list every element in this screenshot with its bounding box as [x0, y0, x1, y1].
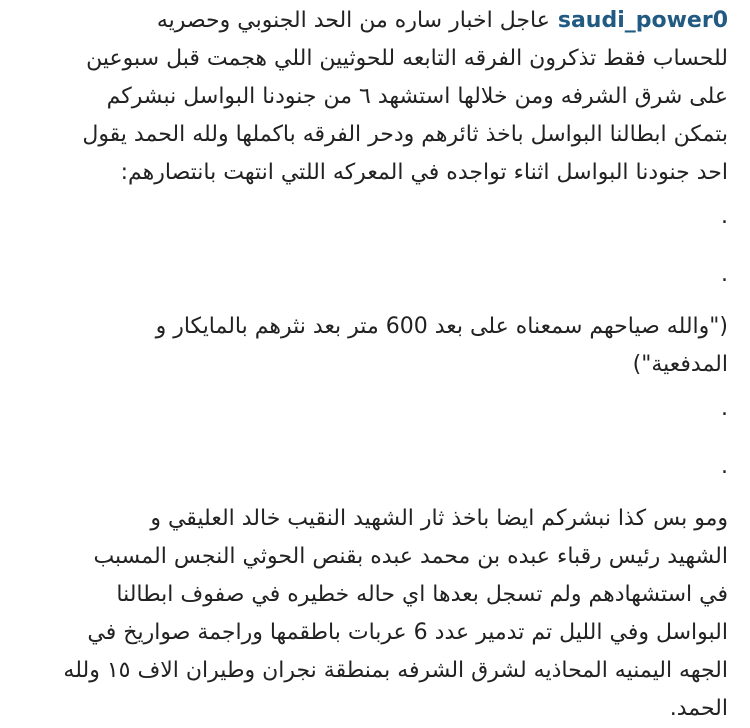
caption-text-line: البواسل وفي الليل تم تدمير عدد 6 عربات باطقمها وراجمة صواريخ في [87, 620, 728, 645]
caption-text-line: في استشهادهم ولم تسجل بعدها اي حاله خطيره في صفوف ابطالنا [116, 582, 728, 607]
quote-line: ("والله صياحهم سمعناه على بعد 600 متر بعد نثرهم بالمايكار و [155, 314, 728, 339]
caption-text-line: عاجل اخبار ساره من الحد الجنوبي وحصريه [156, 8, 550, 33]
caption-text-line: الحمد. [669, 696, 728, 721]
caption-text-line: الشهيد رئيس رقباء عبده بن محمد عبده بقنص الحوثي النجس المسبب [93, 544, 728, 569]
caption-text-line: على شرق الشرفه ومن خلالها استشهد ٦ من جنودنا البواسل نبشركم [106, 84, 728, 109]
username-link[interactable]: saudi_power0 [557, 8, 728, 33]
separator-dot: . [721, 204, 728, 229]
caption-text-line: احد جنودنا البواسل اثناء تواجده في المعركه اللتي انتهت بانتصارهم: [120, 160, 728, 185]
caption-first-line [28, 2, 728, 40]
caption-text-line: للحساب فقط تذكرون الفرقه التابعه للحوثيين اللي هجمت قبل سبوعين [86, 46, 728, 71]
post-caption [28, 2, 728, 728]
caption-text-line: بتمكن ابطالنا البواسل باخذ ثائرهم ودحر الفرقه باكملها ولله الحمد يقول [82, 122, 728, 147]
caption-text-line: ومو بس كذا نبشركم ايضا باخذ ثار الشهيد النقيب خالد العليقي و [150, 506, 728, 531]
quote-line: المدفعية") [632, 352, 728, 377]
separator-dot: . [721, 454, 728, 479]
separator-dot: . [721, 396, 728, 421]
separator-dot: . [721, 262, 728, 287]
caption-text-line: الجهه اليمنيه المحاذيه لشرق الشرفه بمنطقة نجران وطيران الاف ١٥ ولله [63, 658, 728, 683]
